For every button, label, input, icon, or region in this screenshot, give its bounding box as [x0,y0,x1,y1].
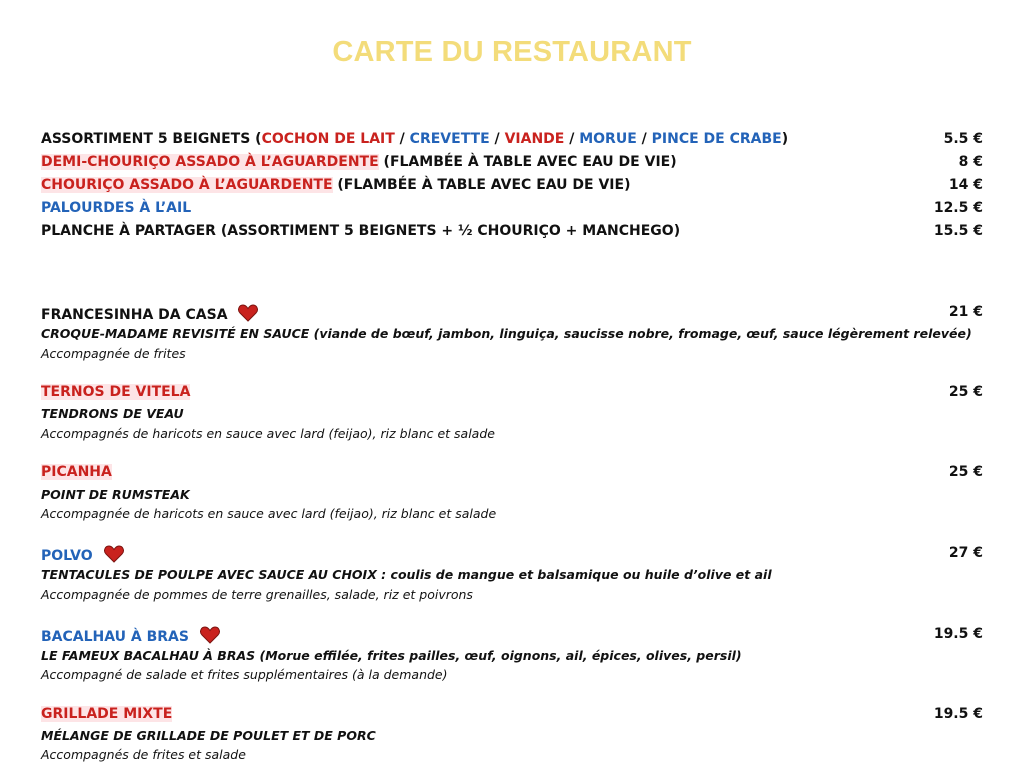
heart-icon [200,626,220,648]
dish-polvo: POLVO 27 € [41,545,983,567]
dish-description: POINT DE RUMSTEAK [41,487,190,502]
starter-row-beignets: ASSORTIMENT 5 BEIGNETS (COCHON DE LAIT / CREVETTE / VIANDE / MORUE / PINCE DE CRABE) 5.5 € [41,131,983,147]
price: 5.5 € [943,131,983,147]
dish-description: CROQUE-MADAME REVISITÉ EN SAUCE (viande de bœuf, jambon, linguiça, saucisse nobre, fromage, œuf, sauce légèrement relevée) [41,326,972,341]
price: 19.5 € [933,706,983,722]
starter-row-planche: PLANCHE À PARTAGER (ASSORTIMENT 5 BEIGNETS + ½ CHOURIÇO + MANCHEGO) 15.5 € [41,223,983,239]
dish-accompaniment: Accompagnée de frites [41,346,186,361]
dish-bacalhau: BACALHAU À BRAS 19.5 € [41,626,983,648]
price: 27 € [948,545,983,561]
heart-icon [104,545,124,567]
dish-accompaniment: Accompagnée de haricots en sauce avec lard (feijao), riz blanc et salade [41,506,497,521]
price: 8 € [958,154,983,170]
dish-description: LE FAMEUX BACALHAU À BRAS (Morue effilée, frites pailles, œuf, oignons, ail, épices, olives, persil) [41,648,742,663]
dish-grillade: GRILLADE MIXTE 19.5 € [41,706,983,722]
price: 15.5 € [933,223,983,239]
starter-row-chourico: CHOURIÇO ASSADO À L’AGUARDENTE (FLAMBÉE À TABLE AVEC EAU DE VIE) 14 € [41,177,983,193]
menu-title: CARTE DU RESTAURANT [332,36,692,68]
starter-row-palourdes: PALOURDES À L’AIL 12.5 € [41,200,983,216]
heart-icon [238,304,258,326]
price: 21 € [948,304,983,320]
dish-accompaniment: Accompagnés de frites et salade [41,747,246,762]
dish-accompaniment: Accompagnés de haricots en sauce avec lard (feijao), riz blanc et salade [41,426,495,441]
price: 19.5 € [933,626,983,642]
starter-row-demi-chourico: DEMI-CHOURIÇO ASSADO À L’AGUARDENTE (FLAMBÉE À TABLE AVEC EAU DE VIE) 8 € [41,154,983,170]
dish-accompaniment: Accompagnée de pommes de terre grenailles, salade, riz et poivrons [41,587,473,602]
dish-description: TENTACULES DE POULPE AVEC SAUCE AU CHOIX : coulis de mangue et balsamique ou huile d’olive et ail [41,567,772,582]
dish-description: TENDRONS DE VEAU [41,406,184,421]
price: 25 € [948,464,983,480]
dish-ternos: TERNOS DE VITELA 25 € [41,384,983,400]
dish-picanha: PICANHA 25 € [41,464,983,480]
dish-accompaniment: Accompagné de salade et frites supplémentaires (à la demande) [41,667,448,682]
price: 14 € [948,177,983,193]
price: 25 € [948,384,983,400]
dish-description: MÉLANGE DE GRILLADE DE POULET ET DE PORC [41,728,376,743]
price: 12.5 € [933,200,983,216]
dish-francesinha: FRANCESINHA DA CASA 21 € [41,304,983,326]
